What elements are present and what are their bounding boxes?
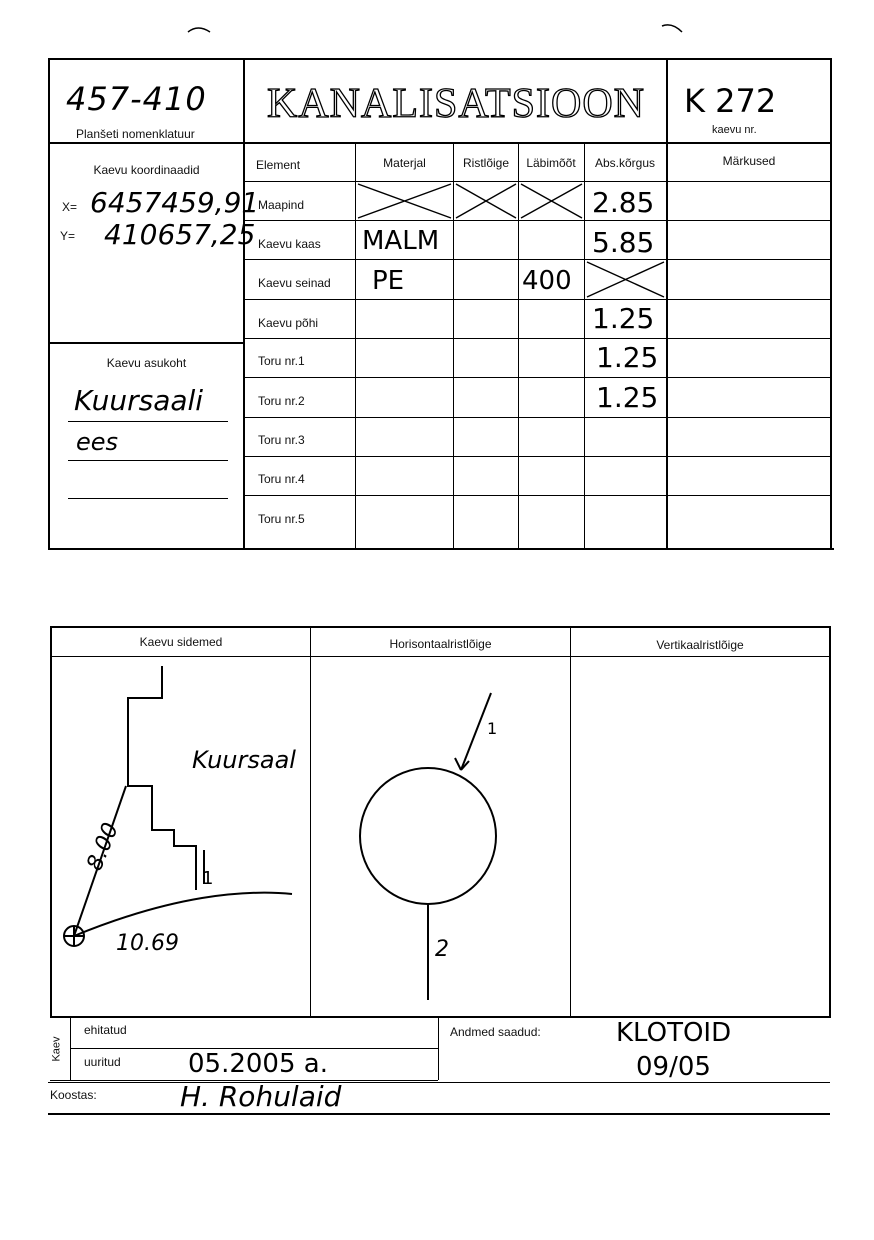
col-header-notes: Märkused bbox=[722, 154, 776, 168]
built-label: ehitatud bbox=[84, 1023, 127, 1037]
coordinates-label: Kaevu koordinaadid bbox=[93, 163, 200, 177]
table-cell-abs: 5.85 bbox=[592, 226, 655, 259]
table-row-element: Kaevu seinad bbox=[258, 276, 331, 290]
crossout-mark bbox=[456, 184, 516, 218]
col-header-vertical: Vertikaalristlõige bbox=[656, 638, 744, 652]
building-outline bbox=[128, 666, 196, 890]
table-row-element: Toru nr.3 bbox=[258, 433, 305, 447]
well-circle bbox=[360, 768, 496, 904]
author-label: Koostas: bbox=[50, 1088, 97, 1102]
author-value: H. Rohulaid bbox=[180, 1080, 342, 1113]
nomenclature-value: 457-410 bbox=[66, 80, 207, 118]
location-line1: Kuursaali bbox=[74, 384, 204, 417]
pipe-mark-1: 1 bbox=[202, 868, 214, 889]
table-row-element: Toru nr.5 bbox=[258, 512, 305, 526]
col-header-links: Kaevu sidemed bbox=[139, 635, 223, 649]
well-number-value: K 272 bbox=[684, 82, 777, 120]
source-label: Andmed saadud: bbox=[450, 1025, 541, 1039]
building-label: Kuursaal bbox=[192, 746, 296, 774]
location-label: Kaevu asukoht bbox=[106, 356, 187, 370]
col-header-diameter: Läbimõõt bbox=[526, 156, 576, 170]
table-cell-diameter: 400 bbox=[522, 266, 572, 296]
y-value: 410657,25 bbox=[104, 218, 256, 251]
distance-10-69: 10.69 bbox=[116, 931, 179, 956]
table-cell-material: PE bbox=[372, 266, 405, 296]
table-row-element: Kaevu kaas bbox=[258, 237, 321, 251]
table-row-element: Toru nr.4 bbox=[258, 472, 305, 486]
table-cell-abs: 1.25 bbox=[596, 341, 659, 374]
crossout-mark bbox=[358, 184, 451, 218]
table-cell-abs: 1.25 bbox=[596, 381, 659, 414]
table-cell-abs: 1.25 bbox=[592, 302, 655, 335]
col-header-cross: Ristlõige bbox=[462, 156, 510, 170]
col-header-element: Element bbox=[256, 158, 301, 172]
source-value-2: 09/05 bbox=[636, 1052, 711, 1082]
location-line2: ees bbox=[76, 428, 119, 456]
table-row-element: Toru nr.2 bbox=[258, 394, 305, 408]
pipe-1-label: 1 bbox=[487, 719, 498, 738]
table-cell-abs: 2.85 bbox=[592, 186, 655, 219]
col-header-material: Materjal bbox=[383, 156, 426, 170]
footer-vertical-label: Kaev bbox=[50, 1036, 63, 1062]
distance-8: 8.00 bbox=[82, 819, 124, 875]
well-symbol bbox=[64, 926, 84, 946]
col-header-horizontal: Horisontaalristlõige bbox=[389, 637, 492, 651]
x-label: X= bbox=[62, 200, 78, 214]
well-number-label: kaevu nr. bbox=[712, 124, 757, 136]
pipe-2-label: 2 bbox=[435, 937, 449, 962]
table-cell-material: MALM bbox=[362, 226, 440, 256]
street-curve bbox=[74, 893, 292, 936]
surveyed-label: uuritud bbox=[84, 1055, 121, 1069]
table-row-element: Maapind bbox=[258, 198, 305, 212]
col-header-abs: Abs.kõrgus bbox=[594, 156, 656, 170]
crossout-mark bbox=[587, 262, 664, 297]
horizontal-section-drawing bbox=[311, 658, 570, 1016]
pipe-1-arrow bbox=[455, 758, 469, 770]
surveyed-value: 05.2005 a. bbox=[188, 1049, 328, 1079]
nomenclature-label: Planšeti nomenklatuur bbox=[76, 127, 195, 141]
table-row-element: Kaevu põhi bbox=[258, 316, 319, 330]
page-title: KANALISATSIOON bbox=[267, 81, 645, 127]
x-value: 6457459,91 bbox=[90, 186, 260, 219]
table-row-element: Toru nr.1 bbox=[258, 354, 305, 368]
source-value-1: KLOTOID bbox=[616, 1018, 732, 1048]
crossout-mark bbox=[521, 184, 582, 218]
well-links-sketch bbox=[52, 658, 310, 1016]
table-crossouts bbox=[0, 0, 874, 600]
y-label: Y= bbox=[60, 229, 76, 243]
